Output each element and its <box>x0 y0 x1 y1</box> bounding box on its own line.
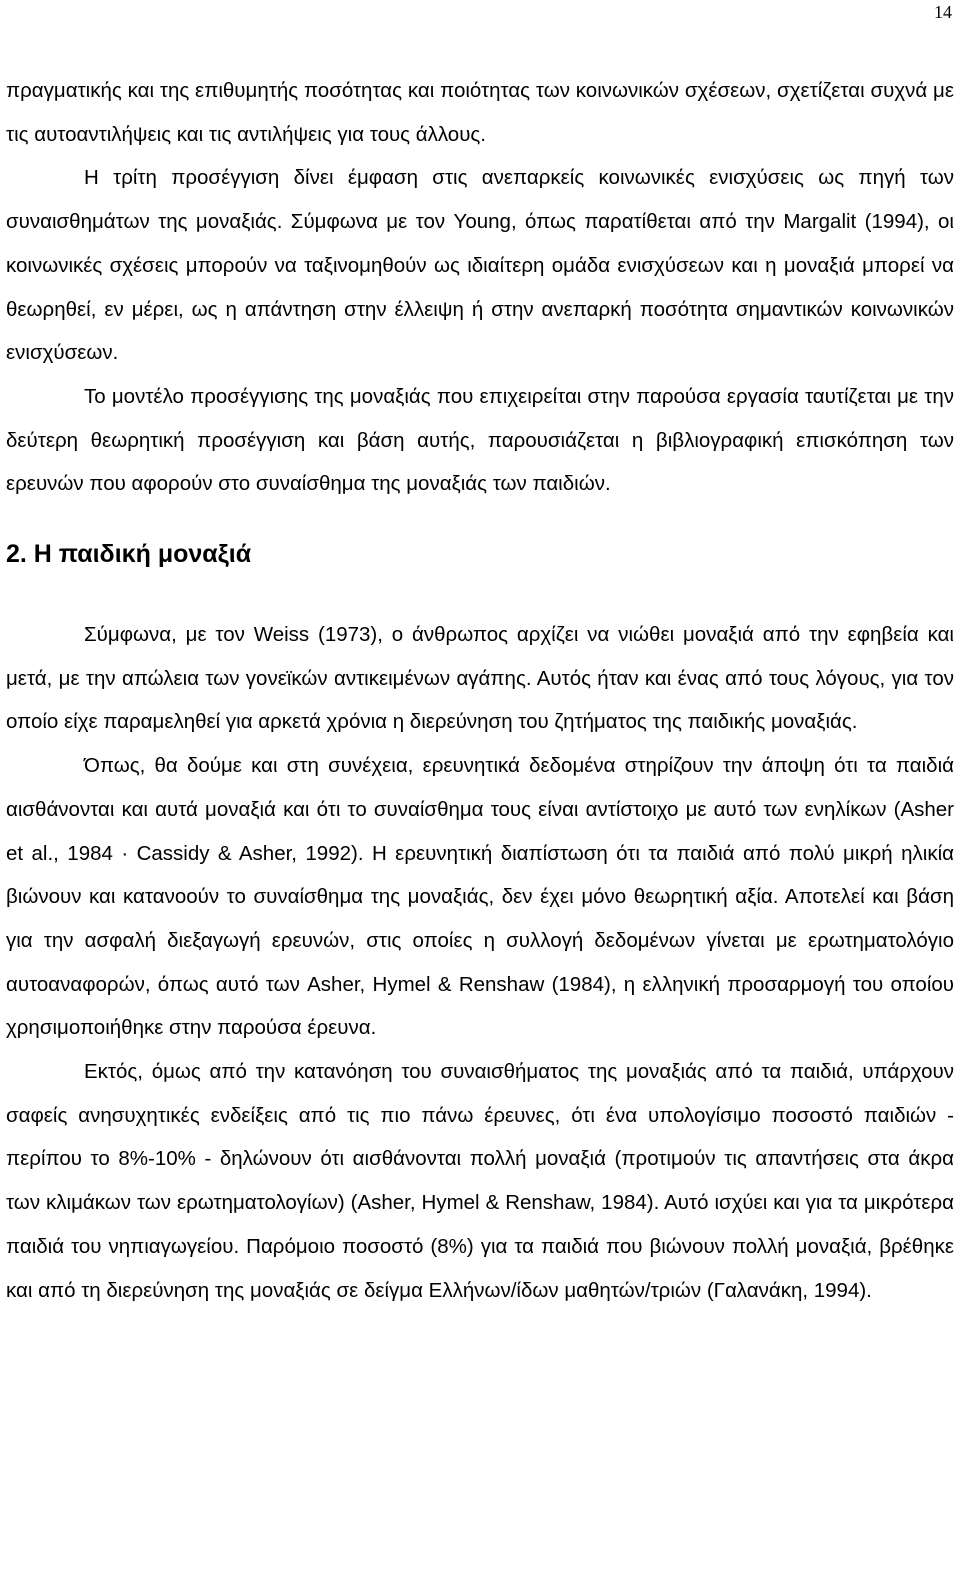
paragraph-research-data: Όπως, θα δούμε και στη συνέχεια, ερευνητικά δεδομένα στηρίζουν την άποψη ότι τα παιδιά αισθάνονται και αυτά μοναξιά και ότι το συναίσθημα τους είναι αντίστοιχο με αυτό των ενηλίκων (Asher et al., 1984 · Cassidy & Asher, 1992). Η ερευνητική διαπίστωση ότι τα παιδιά από πολύ μικρή ηλικία βιώνουν και κατανοούν το συναίσθημα της μοναξιάς, δεν έχει μόνο θεωρητική αξία. Αποτελεί και βάση για την ασφαλή διεξαγωγή ερευνών, στις οποίες η συλλογή δεδομένων γίνεται με ερωτηματολόγιο αυτοαναφορών, όπως αυτό των Asher, Hymel & Renshaw (1984), η ελληνική προσαρμογή του οποίου χρησιμοποιήθηκε στην παρούσα έρευνα. <box>6 754 954 1040</box>
page-number: 14 <box>934 2 952 22</box>
paragraph-continued: πραγματικής και της επιθυμητής ποσότητας και ποιότητας των κοινωνικών σχέσεων, σχετίζεται συχνά με τις αυτοαντιλήψεις και τις αντιλήψεις για τους άλλους. <box>6 79 954 146</box>
paragraph-percentage: Εκτός, όμως από την κατανόηση του συναισθήματος της μοναξιάς από τα παιδιά, υπάρχουν σαφείς ανησυχητικές ενδείξεις από τις πιο πάνω έρευνες, ότι ένα υπολογίσιμο ποσοστό παιδιών - περίπου το 8%-10% - δηλώνουν ότι αισθάνονται πολλή μοναξιά (προτιμούν τις απαντήσεις στα άκρα των κλιμάκων των ερωτηματολογίων) (Asher, Hymel & Renshaw, 1984). Αυτό ισχύει και για τα μικρότερα παιδιά του νηπιαγωγείου. Παρόμοιο ποσοστό (8%) για τα παιδιά που βιώνουν πολλή μοναξιά, βρέθηκε και από τη διερεύνηση της μοναξιάς σε δείγμα Ελλήνων/ίδων μαθητών/τριών (Γαλανάκη, 1994). <box>6 1060 954 1302</box>
paragraph-model: Το μοντέλο προσέγγισης της μοναξιάς που επιχειρείται στην παρούσα εργασία ταυτίζεται με την δεύτερη θεωρητική προσέγγιση και βάση αυτής, παρουσιάζεται η βιβλιογραφική επισκόπηση των ερευνών που αφορούν στο συναίσθημα της μοναξιάς των παιδιών. <box>6 384 954 496</box>
document-body <box>6 69 954 1312</box>
paragraph-third-approach: Η τρίτη προσέγγιση δίνει έμφαση στις ανεπαρκείς κοινωνικές ενισχύσεις ως πηγή των συναισθημάτων της μοναξιάς. Σύμφωνα με τον Young, όπως παρατίθεται από την Margalit (1994), οι κοινωνικές σχέσεις μπορούν να ταξινομηθούν ως ιδιαίτερη ομάδα ενισχύσεων και η μοναξιά μπορεί να θεωρηθεί, εν μέρει, ως η απάντηση στην έλλειψη ή στην ανεπαρκή ποσότητα σημαντικών κοινωνικών ενισχύσεων. <box>6 166 954 365</box>
section-heading: 2. Η παιδική μοναξιά <box>6 540 252 569</box>
paragraph-weiss: Σύμφωνα, με τον Weiss (1973), ο άνθρωπος αρχίζει να νιώθει μοναξιά από την εφηβεία και μετά, με την απώλεια των γονεϊκών αντικειμένων αγάπης. Αυτός ήταν και ένας από τους λόγους, για τον οποίο είχε παραμεληθεί για αρκετά χρόνια η διερεύνηση του ζητήματος της παιδικής μοναξιάς. <box>6 623 954 734</box>
